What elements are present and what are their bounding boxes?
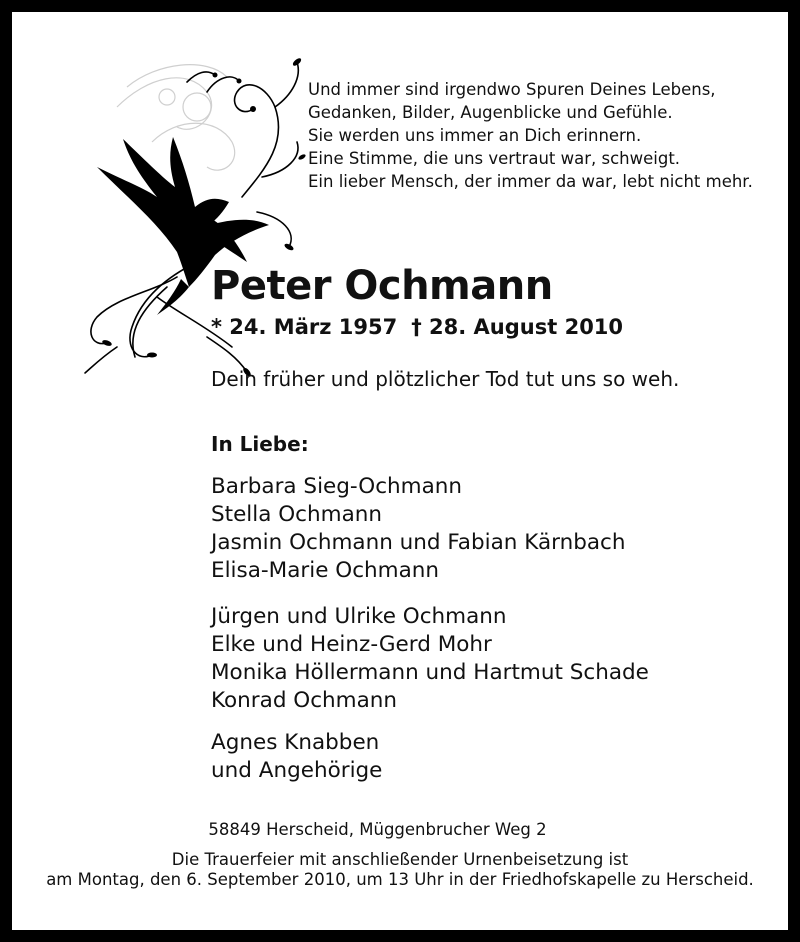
mourner-name: Jasmin Ochmann und Fabian Kärnbach	[211, 530, 626, 555]
ceremony-line: am Montag, den 6. September 2010, um 13 Uhr in der Friedhofskapelle zu Herscheid.	[46, 870, 754, 889]
life-dates	[211, 315, 623, 339]
mourners-group-relatives	[211, 603, 649, 715]
poem-line: Sie werden uns immer an Dich erinnern.	[308, 126, 642, 145]
mourners-heading: In Liebe:	[211, 432, 309, 456]
mourner-name: Agnes Knabben	[211, 730, 380, 755]
mourner-name: Elke und Heinz-Gerd Mohr	[211, 632, 492, 657]
poem-line: Eine Stimme, die uns vertraut war, schweigt.	[308, 149, 681, 168]
ceremony-line: Die Trauerfeier mit anschließender Urnenbeisetzung ist	[171, 850, 629, 869]
poem-line: Ein lieber Mensch, der immer da war, lebt nicht mehr.	[308, 172, 753, 191]
lament-text: Dein früher und plötzlicher Tod tut uns so weh.	[211, 367, 680, 391]
poem	[308, 78, 788, 193]
mourner-name: Barbara Sieg-Ochmann	[211, 474, 463, 499]
mourner-name: Konrad Ochmann	[211, 688, 398, 713]
deceased-name: Peter Ochmann	[211, 263, 553, 309]
death-date: † 28. August 2010	[411, 315, 624, 339]
mourner-name: Jürgen und Ulrike Ochmann	[211, 604, 507, 629]
mourners-group-others	[211, 729, 382, 785]
footer	[24, 820, 776, 890]
poem-line: Gedanken, Bilder, Augenblicke und Gefühle.	[308, 103, 673, 122]
address: 58849 Herscheid, Müggenbrucher Weg 2	[208, 820, 547, 839]
mourner-name: Stella Ochmann	[211, 502, 383, 527]
birth-date: * 24. März 1957	[211, 315, 398, 339]
poem-line: Und immer sind irgendwo Spuren Deines Lebens,	[308, 80, 716, 99]
mourners-group-family	[211, 473, 625, 585]
mourner-name: und Angehörige	[211, 758, 383, 783]
mourner-name: Monika Höllermann und Hartmut Schade	[211, 660, 649, 685]
mourner-name: Elisa-Marie Ochmann	[211, 558, 440, 583]
